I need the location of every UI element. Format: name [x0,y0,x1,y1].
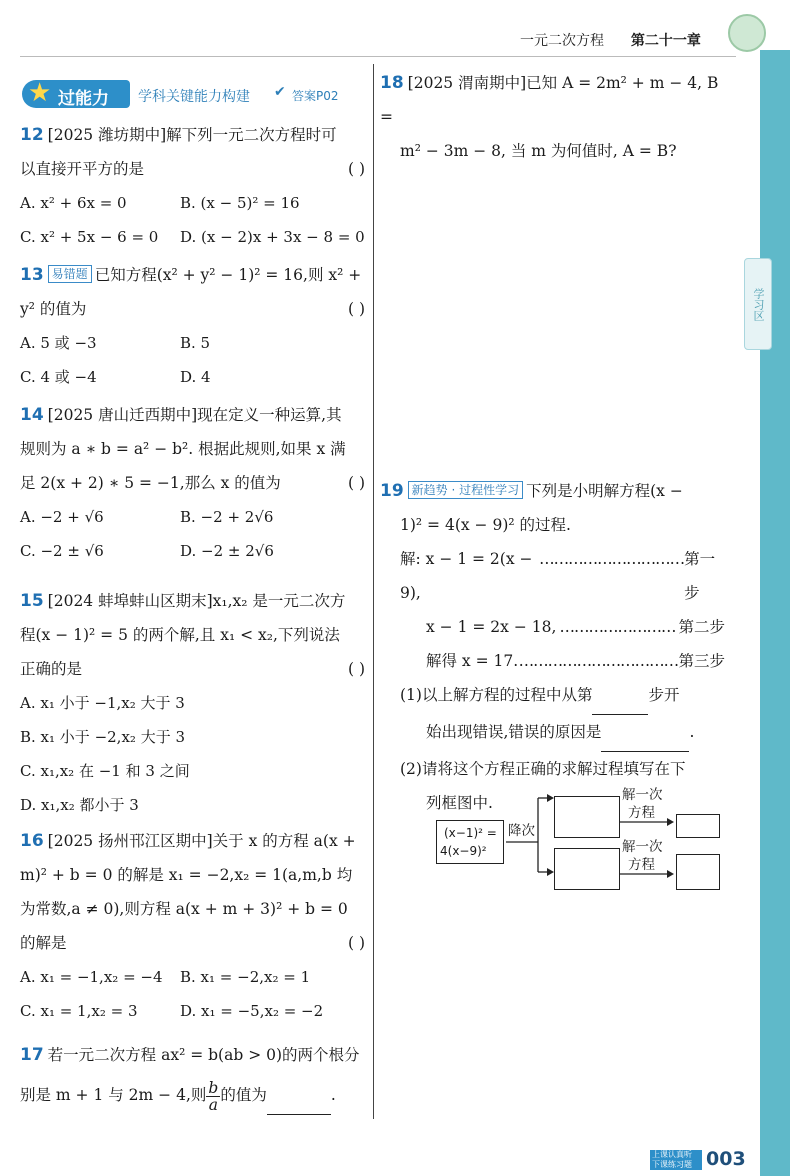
footer-label-bottom: 下课练习题 [652,1160,692,1169]
step-2-expr: x − 1 = 2x − 18, [426,618,557,636]
question-17 [20,1038,365,1115]
flow-branch-top-b: 方程 [628,805,655,821]
question-14 [20,398,365,568]
question-text: 的值为 [220,1086,267,1104]
step-3-dots: …………………………… [518,652,679,670]
question-text: x₁,x₂ 是一元二次方 [212,592,346,610]
question-text: 的解是 [20,934,67,952]
question-source: [2025 唐山迁西期中] [47,406,198,424]
question-text: 解下列一元二次方程时可 [166,126,337,144]
option-a[interactable]: A. x₁ 小于 −1,x₂ 大于 3 [20,694,185,712]
flow-branch-top-a: 解一次 [622,787,663,803]
option-a[interactable]: A. −2 + √6 [20,508,104,526]
option-d[interactable]: D. x₁ = −5,x₂ = −2 [180,1002,324,1020]
question-text: y² 的值为 [20,300,87,318]
option-c[interactable]: C. x₁ = 1,x₂ = 3 [20,1002,138,1020]
option-a[interactable]: A. x² + 6x = 0 [20,194,127,212]
mascot-icon [728,14,766,52]
question-text: m)² + b = 0 的解是 x₁ = −2,x₂ = 1(a,m,b 均 [20,866,353,884]
step-1-dots: ………………………… [539,550,685,568]
question-text: 已知 A = 2m² + m − 4, B = [380,74,719,126]
option-c[interactable]: C. −2 ± √6 [20,542,104,560]
question-source: [2025 渭南期中] [407,74,527,92]
question-text: 正确的是 [20,660,83,678]
sub-question-1: (1)以上解方程的过程中从第 [400,686,593,704]
sub-question-2: (2)请将这个方程正确的求解过程填写在下 [400,760,686,778]
fraction-b-over-a: $\frac{b}{a}$ [208,1078,219,1114]
question-text: 已知方程(x² + y² − 1)² = 16,则 x² + [94,266,362,284]
answer-blank-step[interactable] [592,680,648,715]
question-tag: 新趋势 · 过程性学习 [408,481,523,499]
sub-question-2-text: 列框图中. [426,794,493,812]
option-a[interactable]: A. x₁ = −1,x₂ = −4 [20,968,163,986]
question-text: 1)² = 4(x − 9)² 的过程. [400,516,571,534]
flow-branch-bottom-b: 方程 [628,857,655,873]
section-banner [22,78,352,112]
step-1-label: 第一步 [684,550,716,602]
right-edge-band [760,50,790,1176]
option-c[interactable]: C. x² + 5x − 6 = 0 [20,228,159,246]
step-2-dots: …………………… [559,618,676,636]
question-number: 14 [20,405,44,425]
side-tab-label: 学习区 [752,287,765,321]
answer-paren[interactable]: ( ) [347,934,365,952]
page-footer [650,1148,760,1172]
question-number: 17 [20,1045,44,1065]
answer-blank-reason[interactable] [601,717,689,752]
period: . [689,723,695,741]
question-text: 规则为 a ∗ b = a² − b². 根据此规则,如果 x 满 [20,440,346,458]
answer-blank[interactable] [267,1080,331,1115]
question-19 [380,474,725,820]
question-text: 关于 x 的方程 a(x + [212,832,356,850]
question-16 [20,824,365,1028]
flow-box-bottom[interactable] [554,848,620,890]
question-text: m² − 3m − 8, 当 m 为何值时, A = B? [400,142,677,160]
option-d[interactable]: D. 4 [180,368,211,386]
answer-paren[interactable]: ( ) [347,660,365,678]
answer-area-18[interactable] [380,140,725,470]
flow-start-top: (x−1)² = [444,826,497,840]
question-source: [2024 蚌埠蚌山区期末] [47,592,213,610]
step-2-label: 第二步 [678,618,725,636]
question-text: 以直接开平方的是 [20,160,145,178]
question-text: 现在定义一种运算,其 [197,406,342,424]
question-number: 16 [20,831,44,851]
answer-paren[interactable]: ( ) [347,474,365,492]
header-rule [20,56,736,57]
question-12 [20,118,365,254]
option-a[interactable]: A. 5 或 −3 [20,334,97,352]
step-1-expr: 解: x − 1 = 2(x − 9), [400,550,533,602]
question-number: 15 [20,591,44,611]
star-icon: ★ [28,78,52,108]
question-text: 足 2(x + 2) ∗ 5 = −1,那么 x 的值为 [20,474,281,492]
question-15 [20,584,365,822]
banner-answer: 答案P02 [292,89,339,103]
option-b[interactable]: B. x₁ 小于 −2,x₂ 大于 3 [20,728,186,746]
flow-step-label: 降次 [508,823,535,839]
step-3-label: 第三步 [678,652,725,670]
footer-label-box [650,1150,702,1170]
flow-start-bottom: 4(x−9)² [440,844,487,858]
question-number: 13 [20,265,44,285]
question-source: [2025 扬州邗江区期中] [47,832,213,850]
option-b[interactable]: B. (x − 5)² = 16 [180,194,300,212]
page-number: 003 [706,1148,746,1170]
flow-branch-bottom-a: 解一次 [622,839,663,855]
question-text: 别是 m + 1 与 2m − 4,则 [20,1086,207,1104]
section-title: 一元二次方程 [520,33,604,49]
column-divider [373,64,374,1119]
question-text: 下列是小明解方程(x − [526,482,683,500]
option-b[interactable]: B. −2 + 2√6 [180,508,274,526]
banner-subtitle: 学科关键能力构建 [138,89,250,105]
answer-paren[interactable]: ( ) [347,160,365,178]
chapter-title: 第二十一章 [630,33,701,49]
flow-box-top[interactable] [554,796,620,838]
banner-title: 过能力 [58,89,109,109]
question-source: [2025 潍坊期中] [47,126,167,144]
question-number: 18 [380,73,404,93]
question-tag: 易错题 [48,265,92,283]
option-c[interactable]: C. x₁,x₂ 在 −1 和 3 之间 [20,762,190,780]
flow-result-top[interactable] [676,814,720,838]
answer-paren[interactable]: ( ) [347,300,365,318]
side-tab [744,258,772,350]
question-text: 为常数,a ≠ 0),则方程 a(x + m + 3)² + b = 0 [20,900,348,918]
question-number: 19 [380,481,404,501]
sub-question-1-text: 始出现错误,错误的原因是 [426,723,602,741]
option-b[interactable]: B. 5 [180,334,211,352]
question-text: 若一元二次方程 ax² = b(ab > 0)的两个根分 [47,1046,360,1064]
period: . [330,1086,336,1104]
page-header [520,30,701,50]
question-number: 12 [20,125,44,145]
option-b[interactable]: B. x₁ = −2,x₂ = 1 [180,968,311,986]
step-3-expr: 解得 x = 17. [426,652,519,670]
option-d[interactable]: D. −2 ± 2√6 [180,542,274,560]
question-text: 程(x − 1)² = 5 的两个解,且 x₁ < x₂,下列说法 [20,626,340,644]
question-13 [20,258,365,394]
sub-question-1-text: 步开 [648,686,680,704]
flow-diagram [436,784,726,896]
option-d[interactable]: D. (x − 2)x + 3x − 8 = 0 [180,228,365,246]
option-c[interactable]: C. 4 或 −4 [20,368,97,386]
option-d[interactable]: D. x₁,x₂ 都小于 3 [20,796,139,814]
flow-result-bottom[interactable] [676,854,720,890]
check-icon: ✔ [274,84,286,100]
footer-label-top: 上课认真听 [652,1150,692,1159]
